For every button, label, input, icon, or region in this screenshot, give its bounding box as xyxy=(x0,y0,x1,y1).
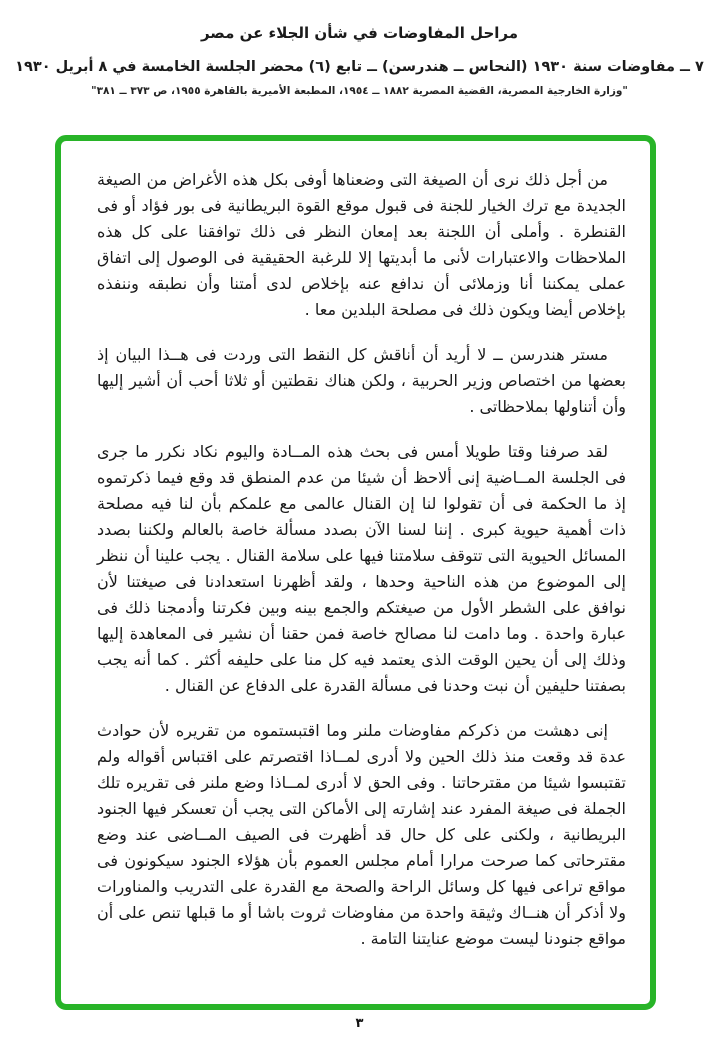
content-frame xyxy=(55,135,656,1010)
page-number: ٣ xyxy=(355,1016,364,1031)
body-paragraph-4: إنى دهشت من ذكركم مفاوضات ملنر وما اقتبستموه من تقريره لأن حوادث عدة قد وقعت منذ ذلك الحين ولا أدرى لمــاذا اقتصرتم على اقتباس أقواله ولم تقتبسوا شيئا من مقترحاتنا . وفى الحق لا أدرى لمــاذا وضع ملنر فى تقريره تلك الجملة فى صيغة المفرد عند إشارته إلى الأماكن التى يجب أن تعسكر فيها الجنود البريطانية ، ولكنى على كل حال قد أظهرت فى الصيف المــاضى عند وضع مقترحاتى كما صرحت مرارا أمام مجلس العموم بأن هؤلاء الجنود سيكونون فى مواقع تراعى فيها كل وسائل الراحة والصحة مع القدرة على التدريب والمناورات ولا أذكر أن هنــاك وثيقة واحدة من مفاوضات ثروت باشا أو ما قبلها تنص على أن مواقع جنودنا ليست موضع عنايتنا التامة . xyxy=(97,721,626,948)
source-citation: "وزارة الخارجية المصرية، القضية المصرية ١٨٨٢ ــ ١٩٥٤، المطبعة الأميرية بالقاهرة ١٩٥٥، ص ٣٧٣ ــ ٣٨١" xyxy=(91,85,628,97)
document-subtitle: ٧ ــ مفاوضات سنة ١٩٣٠ (النحاس ــ هندرسن) ــ تابع (٦) محضر الجلسة الخامسة في ٨ أبريل ١٩٣٠ xyxy=(15,59,704,75)
document-title: مراحل المفاوضات في شأن الجلاء عن مصر xyxy=(200,24,519,42)
body-paragraph-3: لقد صرفنا وقتا طويلا أمس فى بحث هذه المــادة واليوم نكاد نكرر ما جرى فى الجلسة المــاضية إنى ألاحظ أن شيئا من عدم المنطق قد وقع فيما ذكرتموه إذ ما الحكمة فى أن تقولوا لنا إن القنال عالمى مع علمكم بأن لنا فيه مصلحة ذات أهمية حيوية كبرى . إننا لسنا الآن بصدد مسألة خاصة بالعالم ولكننا بصدد المسائل الحيوية التى تتوقف سلامتنا فيها على سلامة القنال . يجب علينا أن ننظر إلى الموضوع من هذه الناحية وحدها ، ولقد أظهرنا استعدادنا فى صيغتنا لأن نوافق على الشطر الأول من صيغتكم والجمع بينه وبين فكرتنا وأدمجنا ذلك فى عبارة واحدة . وما دامت لنا مصالح خاصة فمن حقنا أن نشير فى المعاهدة إليها وذلك إلى أن يحين الوقت الذى يعتمد فيه كل منا على حليفه أكثر . كما أنه يجب بصفتنا حليفين أن نبت وحدنا فى مسألة القدرة على الدفاع عن القنال . xyxy=(97,442,626,695)
body-paragraph-1: من أجل ذلك نرى أن الصيغة التى وضعناها أوفى بكل هذه الأغراض من الصيغة الجديدة مع ترك الخيار للجنة فى قبول موقع القوة البريطانية فى بور فؤاد أو فى القنطرة . وأملى أن اللجنة بعد إمعان النظر فى ذلك توافقنا على كل هذه الملاحظات والاعتبارات لأنى ما أبديتها إلا للرغبة الحقيقية فى الوصول إلى اتفاق عملى يمكننا أنا وزملائى أن ندافع عنه بإخلاص لدى أمتنا وأن نطبقه وننفذه بإخلاص أيضا ويكون ذلك فى مصلحة البلدين معا . xyxy=(97,170,626,319)
body-paragraph-2: مستر هندرسن ــ لا أريد أن أناقش كل النقط التى وردت فى هــذا البيان إذ بعضها من اختصاص وزير الحربية ، ولكن هناك نقطتين أو ثلاثا أحب أن أشير إليها وأن أتناولها بملاحظاتى . xyxy=(97,345,626,416)
page-header xyxy=(0,24,719,97)
